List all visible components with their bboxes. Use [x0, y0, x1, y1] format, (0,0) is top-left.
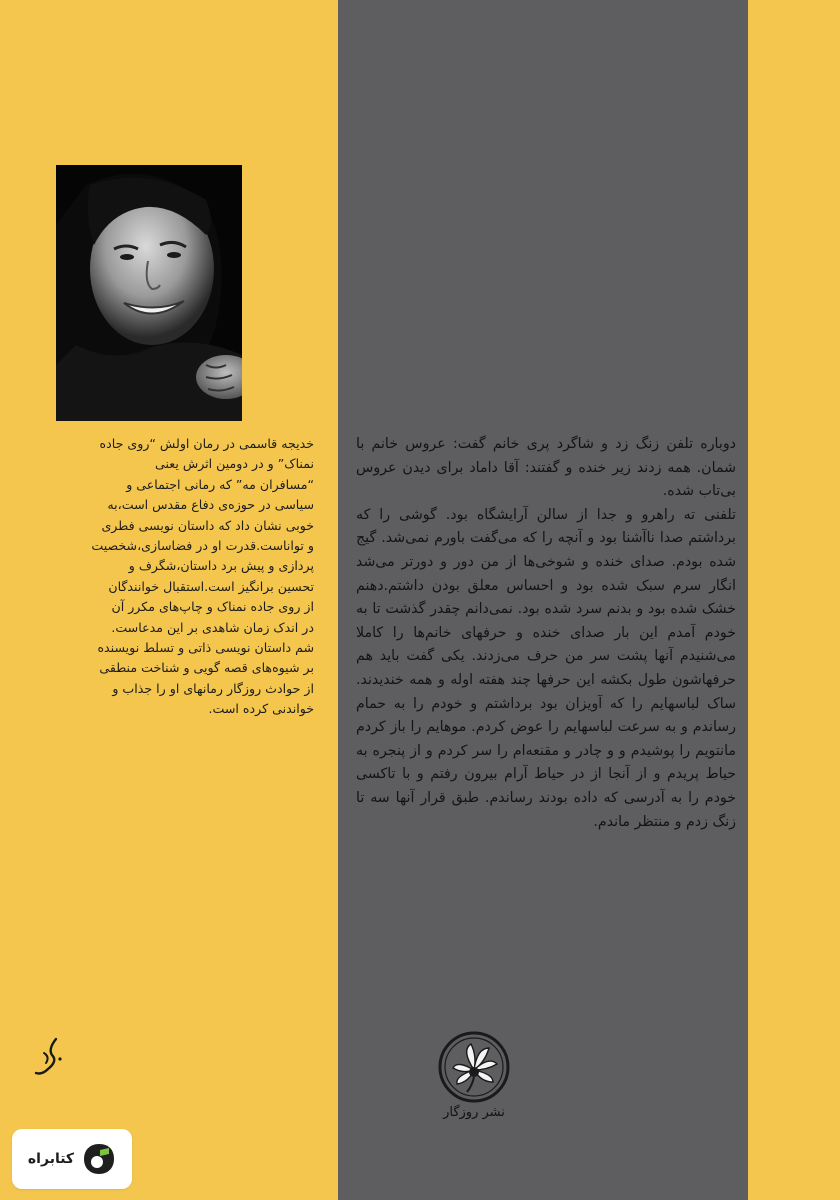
taaghche-logo-icon [82, 1142, 116, 1176]
author-bio-line: پردازی و پیش برد داستان،شگرف و [128, 558, 314, 574]
calligraphy-signature-icon [30, 1035, 70, 1081]
author-photo [56, 165, 242, 421]
author-bio-line: سیاسی در حوزه‌ی دفاع مقدس است،به [107, 497, 314, 513]
author-bio-line: بر شیوه‌های قصه گویی و شناخت منطقی [99, 660, 314, 676]
author-bio-line: و تواناست.قدرت او در فضاسازی،شخصیت [91, 538, 314, 554]
author-bio-line: نمناک” و در دومین اثرش یعنی [154, 456, 314, 472]
author-bio-line: از حوادث روزگار رمانهای او را جذاب و [112, 680, 314, 696]
excerpt-paragraph: تلفنی ته راهرو و جدا از سالن آرایشگاه بود. گوشی را که برداشتم صدا ناآشنا بود و آنچه را که می‌گفت باورم نمی‌شد. گیج شده بودم. صدای خنده و شوخی‌ها از من دور و دورتر می‌شد انگار سرم سبک شده بود و احساس معلق بودن داشتم.دهنم خشک شده بود و بدنم سرد شده بود. نمی‌دانم چقدر گذشت تا به خودم آمدم این بار صدای خنده و حرفهای خانم‌ها را کاملا می‌شنیدم آنها پشت سر من حرف می‌زدند. یکی گفت باید هم حرفهاشون طول بکشه این حرفها چند هفته اوله و همه خندیدند. ساک لباسهایم را که آویزان بود برداشتم و خودم را به حمام رساندم و به سرعت لباسهایم را عوض کردم. موهایم را باز کردم مانتویم را پوشیدم و و چادر و مقنعه‌ام را سر کردم و از پنجره به حیاط پریدم و از آنجا از در حیاط آرام بیرون رفتم و با تاکسی خودم را به آدرسی که داده بودند رساندم. طبق قرار آنها سه تا زنگ زدم و منتظر ماندم. [356, 506, 736, 830]
taaghche-watermark-badge[interactable] [12, 1129, 132, 1189]
book-excerpt [356, 433, 736, 834]
author-bio-line: شم داستان نویسی ذاتی و تسلط نویسنده [97, 640, 314, 656]
author-bio [52, 434, 314, 720]
author-bio-line: از روی جاده نمناک و چاپ‌های مکرر آن [111, 599, 314, 615]
author-bio-line: خدیجه قاسمی در رمان اولش “روی جاده [99, 436, 314, 451]
author-bio-line: خوبی نشان داد که داستان نویسی فطری [101, 517, 314, 533]
author-bio-line: “مسافران مه” که رمانی اجتماعی و [126, 476, 314, 492]
author-portrait-image [56, 165, 242, 421]
author-bio-line: در اندک زمان شاهدی بر این مدعاست. [111, 619, 314, 635]
author-bio-line: تحسین برانگیز است.استقبال خوانندگان [108, 578, 314, 594]
sunflower-seal-icon [437, 1030, 511, 1104]
publisher-name: نشر روزگار [443, 1105, 505, 1120]
author-bio-line: خواندنی کرده است. [208, 701, 314, 717]
excerpt-paragraph: دوباره تلفن زنگ زد و شاگرد پری خانم گفت: عروس خانم با شمان. همه زدند زیر خنده و گفتند: آقا داماد برای دیدن عروس بی‌تاب شده. [356, 436, 736, 500]
taaghche-wordmark: کتابراه [27, 1151, 75, 1167]
